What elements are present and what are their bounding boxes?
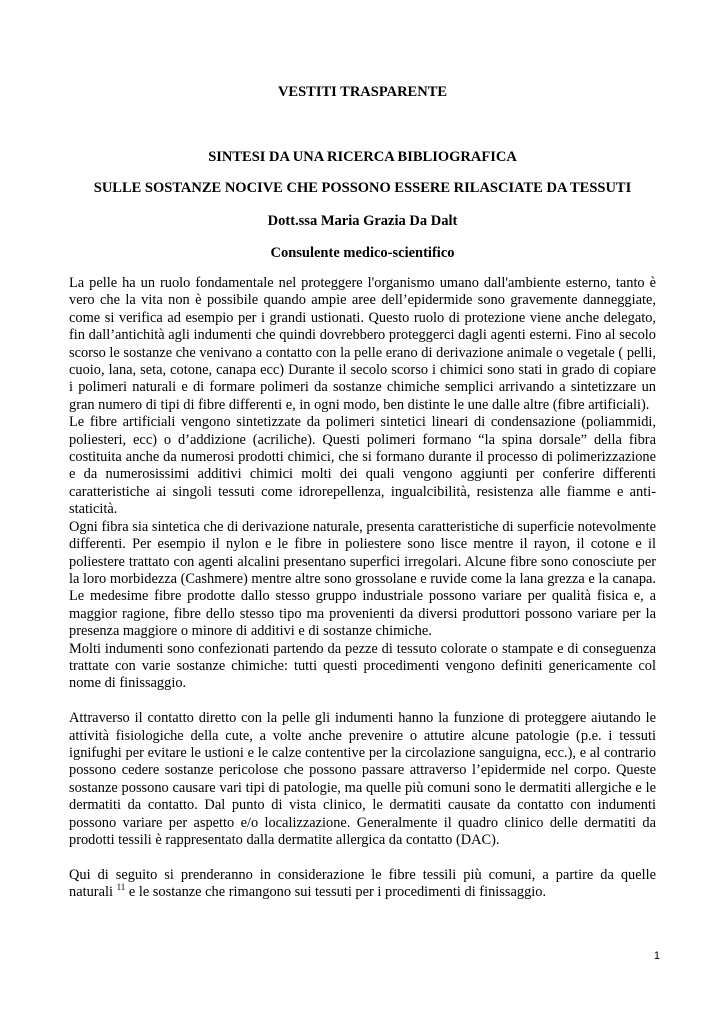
paragraph-following-end: e le sostanze che rimangono sui tessuti per i procedimenti di finissaggio. xyxy=(125,884,547,901)
paragraph-artificial-fibres: Le fibre artificiali vengono sintetizzate da polimeri sintetici lineari di condensazione (poliammidi, poliesteri, ecc) o d’addizione (acriliche). Questi polimeri formano “la spina dorsale” della fibra costituita anche da numerosi prodotti chimici, che si formano durante il processo di polimerizzazione e da numerosissimi additivi chimici molti dei quali vengono aggiunti per conferire differenti caratteristiche ai singoli tessuti come idrorepellenza, ingualcibilità, resistenza alle fiamme e anti-staticità. xyxy=(69,414,656,518)
paragraph-skin-role: La pelle ha un ruolo fondamentale nel proteggere l'organismo umano dall'ambiente esterno, tanto è vero che la vita non è possibile quando ampie aree dell’epidermide sono gravemente danneggiate, come si verifica ad esempio per i grandi ustionati. Questo ruolo di protezione viene anche delegato, fin dall’antichità agli indumenti che quindi dovrebbero proteggerci dagli agenti esterni. Fino al secolo scorso le sostanze che venivano a contatto con la pelle erano di derivazione animale o vegetale ( pelli, cuoio, lana, seta, cotone, canapa ecc) Durante il secolo scorso i chimici sono stati in grado di copiare i polimeri naturali e di formare polimeri da sostanze chimiche semplici arrivando a sintetizzare un gran numero di tipi di fibre differenti e, in ogni modo, ben distinte le une dalle altre (fibre artificiali). xyxy=(69,275,656,413)
document-subtitle-2: SULLE SOSTANZE NOCIVE CHE POSSONO ESSERE RILASCIATE DA TESSUTI xyxy=(93,180,632,196)
paragraph-fibre-surface: Ogni fibra sia sintetica che di derivazione naturale, presenta caratteristiche di superficie notevolmente differenti. Per esempio il nylon e le fibre in poliestere sono lisce mentre il rayon, il cotone e il poliestere trattato con agenti alcalini presentano superfici irregolari. Alcune fibre sono conosciute per la loro morbidezza (Cashmere) mentre altre sono grossolane e ruvide come la lana grezza e la canapa. Le medesime fibre prodotte dallo stesso gruppo industriale possono variare per qualità fisica e, a maggior ragione, fibre dello stesso tipo ma provenienti da diversi produttori possono variare per la presenza maggiore o minore di additivi e di sostanze chimiche. xyxy=(69,518,656,640)
paragraph-finishing: Molti indumenti sono confezionati partendo da pezze di tessuto colorate o stampate e di conseguenza trattate con varie sostanze chimiche: tutti questi procedimenti vengono definiti genericamente col nome di finissaggio. xyxy=(69,640,656,692)
author-name: Dott.ssa Maria Grazia Da Dalt xyxy=(267,213,458,229)
page-number: 1 xyxy=(653,950,660,962)
paragraph-following xyxy=(69,867,656,902)
author-role: Consulente medico-scientifico xyxy=(270,245,455,261)
paragraph-following-text: Qui di seguito si prenderanno in considerazione le fibre tessili più comuni, a partire da quelle naturali xyxy=(69,866,656,901)
footnote-reference: 11 xyxy=(116,882,126,893)
document-title: VESTITI TRASPARENTE xyxy=(277,84,448,100)
paragraph-spacer xyxy=(69,849,656,866)
paragraph-spacer xyxy=(69,693,656,710)
paragraph-skin-contact: Attraverso il contatto diretto con la pelle gli indumenti hanno la funzione di proteggere aiutando le attività fisiologiche della cute, a volte anche prevenire o attutire alcune patologie (p.e. i tessuti ignifughi per evitare le ustioni e le calze contentive per la circolazione sanguigna, ecc.), e al contrario possono cedere sostanze pericolose che possono passare attraverso l’epidermide nel corpo. Queste sostanze possono causare vari tipi di patologie, ma quelle più comuni sono le dermatiti allergiche e le dermatiti da contatto. Dal punto di vista clinico, le dermatiti causate da contatto con indumenti possono variare per aspetto e/o localizzazione. Generalmente il quadro clinico delle dermatiti da prodotti tessili è rappresentato dalla dermatite allergica da contatto (DAC). xyxy=(69,710,656,848)
document-body xyxy=(69,275,656,902)
document-subtitle-1: SINTESI DA UNA RICERCA BIBLIOGRAFICA xyxy=(208,149,517,165)
